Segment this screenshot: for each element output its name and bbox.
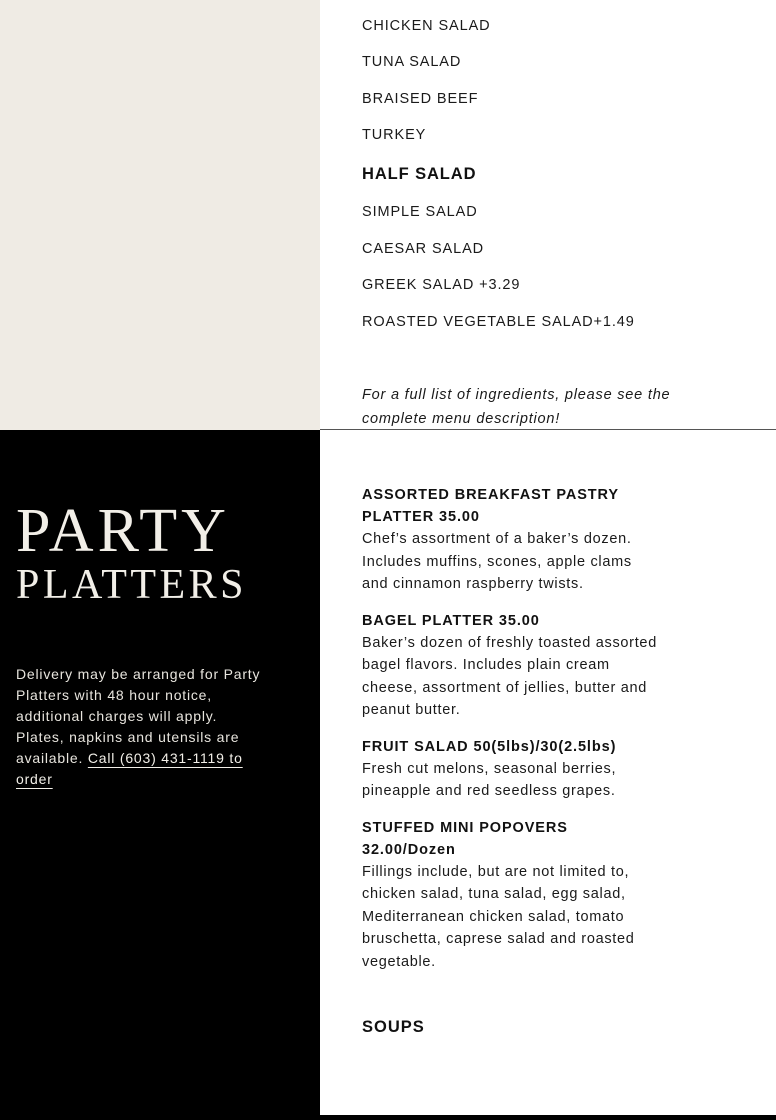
platter-title: STUFFED MINI POPOVERS 32.00/Dozen [362,819,568,858]
bottom-divider-strip [320,1115,776,1120]
menu-item: GREEK SALAD +3.29 [362,277,521,293]
call-to-order-link[interactable]: Call (603) 431-1119 to order [16,750,243,787]
menu-item: BRAISED BEEF [362,91,479,107]
platter-title: FRUIT SALAD 50(5lbs)/30(2.5lbs) [362,738,617,755]
title-line-platters: PLATTERS [16,562,248,608]
soups-heading: SOUPS [362,1018,425,1036]
platter-description: Baker’s dozen of freshly toasted assorted bagel flavors. Includes plain cream cheese, assortment of jellies, butter and peanut butter. [362,634,657,718]
salads-menu-section [320,0,776,430]
list-item [362,610,662,722]
list-item [362,736,662,803]
party-platters-title [16,497,248,608]
list-item [362,817,662,974]
platters-list [362,484,662,987]
party-platters-menu-section [320,430,776,1115]
menu-item: TURKEY [362,127,427,143]
top-left-beige-panel [0,0,320,430]
menu-item: TUNA SALAD [362,54,462,70]
platter-description: Fillings include, but are not limited to, chicken salad, tuna salad, egg salad, Mediterranean chicken salad, tomato bruschetta, caprese salad and roasted vegetable. [362,863,635,970]
menu-item: SIMPLE SALAD [362,204,478,220]
ingredients-note: For a full list of ingredients, please see the complete menu description! [362,387,671,427]
platter-title: BAGEL PLATTER 35.00 [362,612,540,629]
platter-description: Chef’s assortment of a baker’s dozen. Includes muffins, scones, apple clams and cinnamon raspberry twists. [362,531,632,592]
half-salad-heading: HALF SALAD [362,165,477,183]
menu-item: CAESAR SALAD [362,241,485,257]
menu-item: CHICKEN SALAD [362,18,491,34]
menu-item: ROASTED VEGETABLE SALAD+1.49 [362,314,635,330]
platter-title: ASSORTED BREAKFAST PASTRY PLATTER 35.00 [362,487,619,525]
list-item [362,484,662,596]
delivery-description [16,664,266,790]
platter-description: Fresh cut melons, seasonal berries, pineapple and red seedless grapes. [362,760,617,799]
delivery-text: Delivery may be arranged for Party Platters with 48 hour notice, additional charges will apply. Plates, napkins and utensils are available. [16,666,261,766]
title-line-party: PARTY [16,497,230,565]
party-platters-intro-panel [0,430,320,1120]
